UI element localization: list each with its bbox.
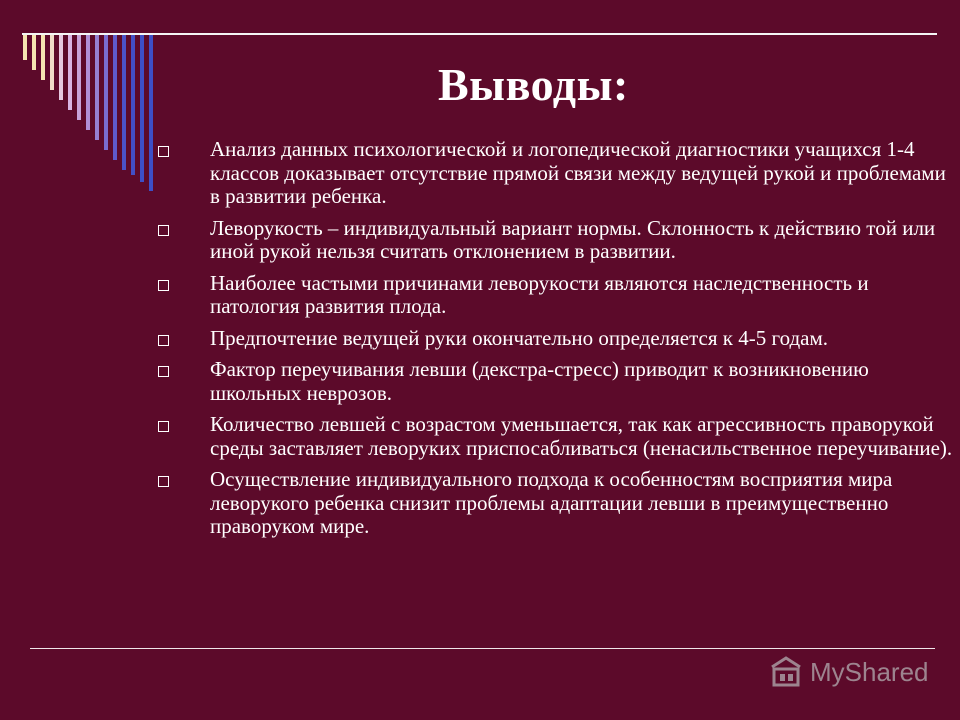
list-item	[158, 413, 958, 460]
list-item	[158, 272, 958, 319]
bullet-text: Наиболее частыми причинами леворукости являются наследственность и патология развития плода.	[210, 270, 869, 318]
square-bullet-icon	[158, 476, 169, 487]
deco-bar	[59, 35, 63, 100]
myshared-logo-icon	[768, 655, 804, 689]
list-item	[158, 138, 958, 209]
deco-bar	[77, 35, 81, 120]
bullet-text: Предпочтение ведущей руки окончательно определяется к 4-5 годам.	[210, 325, 829, 350]
deco-bar	[23, 35, 27, 60]
deco-bar	[122, 35, 126, 170]
deco-bar	[32, 35, 36, 70]
list-item	[158, 327, 958, 351]
deco-bar	[140, 35, 144, 182]
square-bullet-icon	[158, 146, 169, 157]
square-bullet-icon	[158, 280, 169, 291]
list-item	[158, 217, 958, 264]
watermark-text: MyShared	[810, 656, 929, 687]
deco-bar	[95, 35, 99, 140]
deco-bar	[131, 35, 135, 175]
list-item	[158, 468, 958, 539]
square-bullet-icon	[158, 225, 169, 236]
bullet-text: Анализ данных психологической и логопедической диагностики учащихся 1-4 классов доказывает отсутствие прямой связи между ведущей рукой и проблемами в развитии ребенка.	[210, 137, 946, 208]
square-bullet-icon	[158, 366, 169, 377]
bullet-text: Фактор переучивания левши (декстра-стресс) приводит к возникновению школьных неврозов.	[210, 357, 869, 405]
decorative-bars	[0, 0, 170, 200]
slide-title: Выводы:	[438, 59, 629, 110]
deco-bar	[86, 35, 90, 130]
deco-bar	[41, 35, 45, 80]
deco-bar	[104, 35, 108, 150]
square-bullet-icon	[158, 335, 169, 346]
bullet-text: Осуществление индивидуального подхода к особенностям восприятия мира леворукого ребенка снизит проблемы адаптации левши в преимущественно праворуком мире.	[210, 467, 893, 538]
list-item	[158, 358, 958, 405]
bottom-divider	[30, 648, 935, 649]
deco-bar	[50, 35, 54, 90]
bullet-list	[158, 138, 958, 547]
square-bullet-icon	[158, 421, 169, 432]
bullet-text: Леворукость – индивидуальный вариант нормы. Склонность к действию той или иной рукой нельзя считать отклонением в развитии.	[210, 215, 936, 263]
deco-bar	[113, 35, 117, 160]
deco-bar	[149, 35, 153, 191]
bullet-text: Количество левшей с возрастом уменьшается, так как агрессивность праворукой среды заставляет леворуких приспосабливаться (ненасильственное переучивание).	[210, 412, 953, 460]
watermark	[768, 655, 929, 689]
deco-bar	[68, 35, 72, 110]
